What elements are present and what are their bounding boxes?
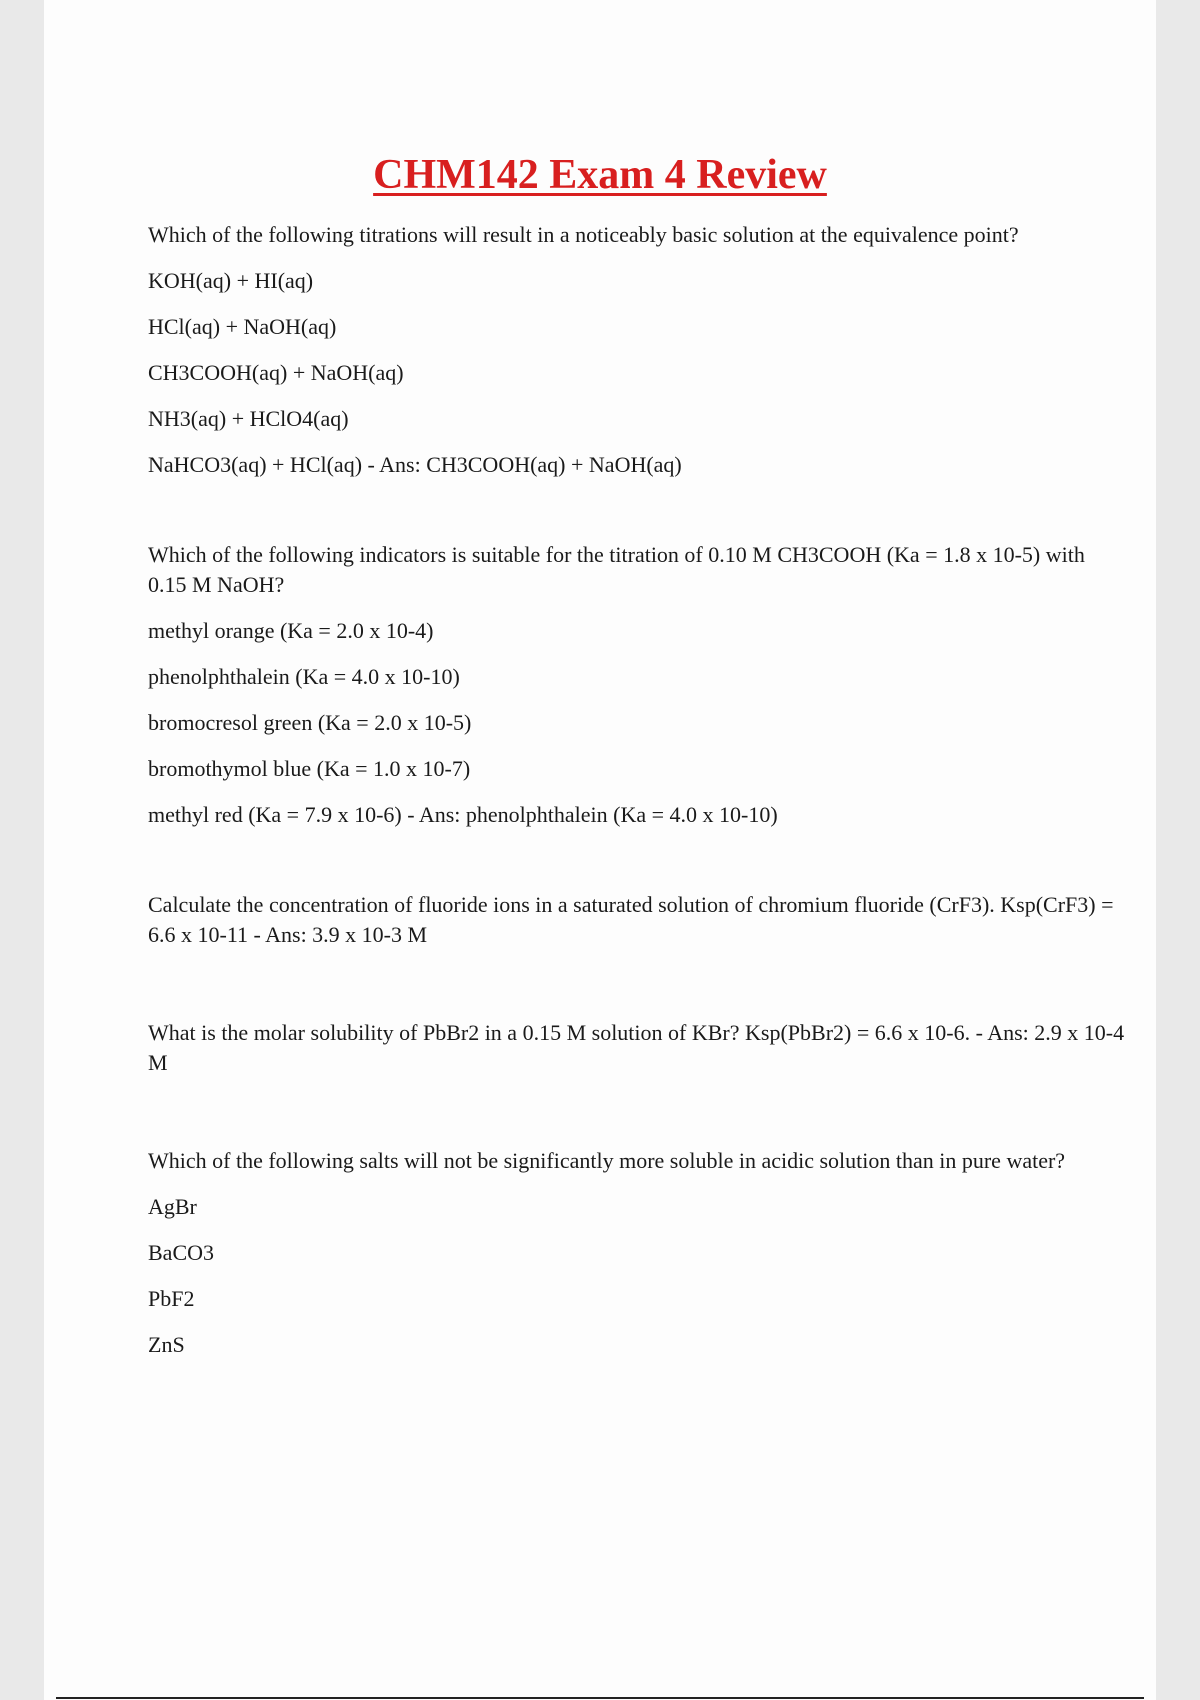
question-block-1 — [148, 220, 1126, 480]
answer-option: BaCO3 — [148, 1240, 214, 1265]
document-content — [148, 220, 1126, 1376]
answer-option: bromocresol green (Ka = 2.0 x 10-5) — [148, 710, 472, 735]
document-title: CHM142 Exam 4 Review — [373, 152, 827, 198]
answer-option: phenolphthalein (Ka = 4.0 x 10-10) — [148, 664, 460, 689]
answer-option: HCl(aq) + NaOH(aq) — [148, 314, 337, 339]
answer-option: NH3(aq) + HClO4(aq) — [148, 406, 349, 431]
question-block-2 — [148, 540, 1126, 830]
footer-rule — [56, 1697, 1144, 1699]
answer-option: methyl orange (Ka = 2.0 x 10-4) — [148, 618, 434, 643]
question-text-with-answer: What is the molar solubility of PbBr2 in a 0.15 M solution of KBr? Ksp(PbBr2) = 6.6 x 10-6. - Ans: 2.9 x 10-4 M — [148, 1020, 1125, 1075]
question-text: Which of the following salts will not be significantly more soluble in acidic solution than in pure water? — [148, 1148, 1066, 1173]
answer-option: AgBr — [148, 1194, 197, 1219]
question-text: Which of the following indicators is suitable for the titration of 0.10 M CH3COOH (Ka = 1.8 x 10-5) with 0.15 M NaOH? — [148, 542, 1085, 597]
answer-option: bromothymol blue (Ka = 1.0 x 10-7) — [148, 756, 471, 781]
question-block-5 — [148, 1146, 1126, 1360]
answer-option: PbF2 — [148, 1286, 195, 1311]
document-page — [44, 0, 1156, 1700]
question-block-4 — [148, 1018, 1126, 1078]
question-text: Which of the following titrations will result in a noticeably basic solution at the equivalence point? — [148, 222, 1019, 247]
answer-option-with-answer: NaHCO3(aq) + HCl(aq) - Ans: CH3COOH(aq) + NaOH(aq) — [148, 452, 682, 477]
question-text-with-answer: Calculate the concentration of fluoride ions in a saturated solution of chromium fluoride (CrF3). Ksp(CrF3) = 6.6 x 10-11 - Ans: 3.9 x 10-3 M — [148, 892, 1114, 947]
answer-option: CH3COOH(aq) + NaOH(aq) — [148, 360, 404, 385]
answer-option: ZnS — [148, 1332, 185, 1357]
question-block-3 — [148, 890, 1126, 950]
answer-option-with-answer: methyl red (Ka = 7.9 x 10-6) - Ans: phenolphthalein (Ka = 4.0 x 10-10) — [148, 802, 778, 827]
answer-option: KOH(aq) + HI(aq) — [148, 268, 314, 293]
